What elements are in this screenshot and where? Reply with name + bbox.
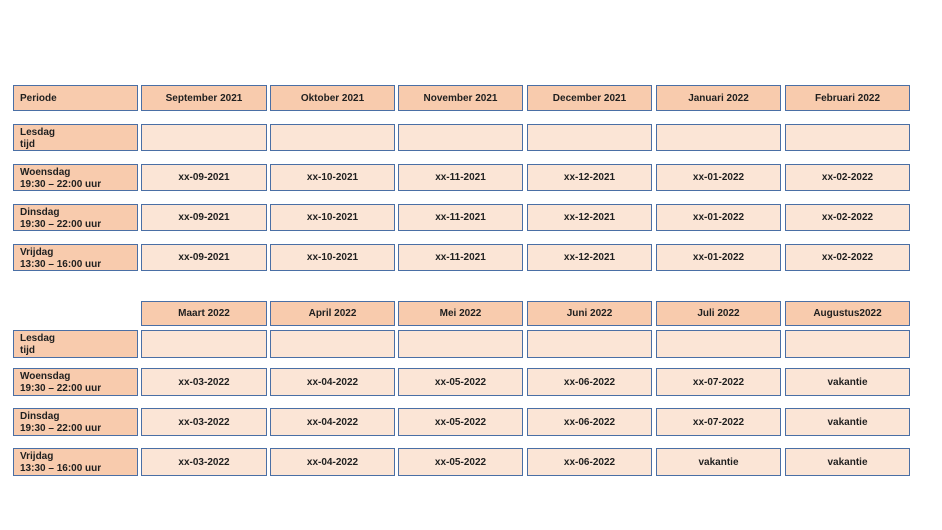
table-cell <box>141 330 267 358</box>
table-cell <box>656 330 781 358</box>
row-label-day: Vrijdag <box>20 247 54 258</box>
row-label-day: Dinsdag <box>20 411 60 422</box>
header-month: September 2021 <box>141 85 267 111</box>
row-label-time: 19:30 – 22:00 uur <box>20 179 102 190</box>
header-month: Juni 2022 <box>527 301 652 326</box>
table-cell: vakantie <box>656 448 781 476</box>
header-month: December 2021 <box>527 85 652 111</box>
table-cell: xx-02-2022 <box>785 204 910 231</box>
table-cell: xx-05-2022 <box>398 368 523 396</box>
table-cell: xx-06-2022 <box>527 408 652 436</box>
row-label <box>13 164 138 191</box>
table-cell: xx-04-2022 <box>270 368 395 396</box>
row-label-day: Lesdag <box>20 333 56 344</box>
row-label-day: Lesdag <box>20 127 56 138</box>
table-cell <box>656 124 781 151</box>
row-label-time: tijd <box>20 139 35 150</box>
table-cell: xx-02-2022 <box>785 244 910 271</box>
table-cell <box>270 330 395 358</box>
row-label <box>13 448 138 476</box>
table-cell: xx-03-2022 <box>141 368 267 396</box>
table-cell: xx-09-2021 <box>141 164 267 191</box>
header-month: Oktober 2021 <box>270 85 395 111</box>
table-cell <box>527 124 652 151</box>
row-label-day: Woensdag <box>20 371 71 382</box>
table-cell: xx-03-2022 <box>141 408 267 436</box>
table-cell: xx-04-2022 <box>270 448 395 476</box>
row-label-time: 19:30 – 22:00 uur <box>20 219 102 230</box>
table-cell: xx-12-2021 <box>527 204 652 231</box>
row-label-time: 19:30 – 22:00 uur <box>20 423 102 434</box>
row-label <box>13 204 138 231</box>
table-cell: xx-10-2021 <box>270 244 395 271</box>
row-label <box>13 124 138 151</box>
table-cell: xx-07-2022 <box>656 408 781 436</box>
table-cell: xx-11-2021 <box>398 204 523 231</box>
row-label-time: 13:30 – 16:00 uur <box>20 463 102 474</box>
table-cell <box>270 124 395 151</box>
table-cell: xx-01-2022 <box>656 164 781 191</box>
row-label <box>13 330 138 358</box>
row-label <box>13 368 138 396</box>
table-cell <box>785 124 910 151</box>
table-cell <box>398 124 523 151</box>
table-cell: xx-07-2022 <box>656 368 781 396</box>
table-cell: xx-01-2022 <box>656 244 781 271</box>
table-cell <box>141 124 267 151</box>
table-cell: vakantie <box>785 448 910 476</box>
table-cell: xx-02-2022 <box>785 164 910 191</box>
table-cell: xx-06-2022 <box>527 368 652 396</box>
table-cell: xx-01-2022 <box>656 204 781 231</box>
row-label <box>13 244 138 271</box>
header-month: Februari 2022 <box>785 85 910 111</box>
table-cell: xx-05-2022 <box>398 448 523 476</box>
table-cell: xx-06-2022 <box>527 448 652 476</box>
table-cell: xx-10-2021 <box>270 204 395 231</box>
header-month: Augustus2022 <box>785 301 910 326</box>
table-cell <box>785 330 910 358</box>
header-month: Maart 2022 <box>141 301 267 326</box>
table-cell: xx-11-2021 <box>398 244 523 271</box>
table-cell: xx-05-2022 <box>398 408 523 436</box>
header-month: November 2021 <box>398 85 523 111</box>
row-label-time: 13:30 – 16:00 uur <box>20 259 102 270</box>
row-label <box>13 408 138 436</box>
header-periode: Periode <box>13 85 138 111</box>
header-month: Juli 2022 <box>656 301 781 326</box>
table-cell: vakantie <box>785 368 910 396</box>
table-cell: xx-03-2022 <box>141 448 267 476</box>
header-month: April 2022 <box>270 301 395 326</box>
table-cell <box>398 330 523 358</box>
table-cell: vakantie <box>785 408 910 436</box>
row-label-day: Vrijdag <box>20 451 54 462</box>
table-cell <box>527 330 652 358</box>
table-cell: xx-04-2022 <box>270 408 395 436</box>
row-label-time: 19:30 – 22:00 uur <box>20 383 102 394</box>
header-month: Mei 2022 <box>398 301 523 326</box>
table-cell: xx-12-2021 <box>527 164 652 191</box>
table-cell: xx-12-2021 <box>527 244 652 271</box>
row-label-time: tijd <box>20 345 35 356</box>
table-cell: xx-09-2021 <box>141 244 267 271</box>
row-label-day: Dinsdag <box>20 207 60 218</box>
table-cell: xx-09-2021 <box>141 204 267 231</box>
row-label-day: Woensdag <box>20 167 71 178</box>
table-cell: xx-11-2021 <box>398 164 523 191</box>
table-cell: xx-10-2021 <box>270 164 395 191</box>
header-month: Januari 2022 <box>656 85 781 111</box>
